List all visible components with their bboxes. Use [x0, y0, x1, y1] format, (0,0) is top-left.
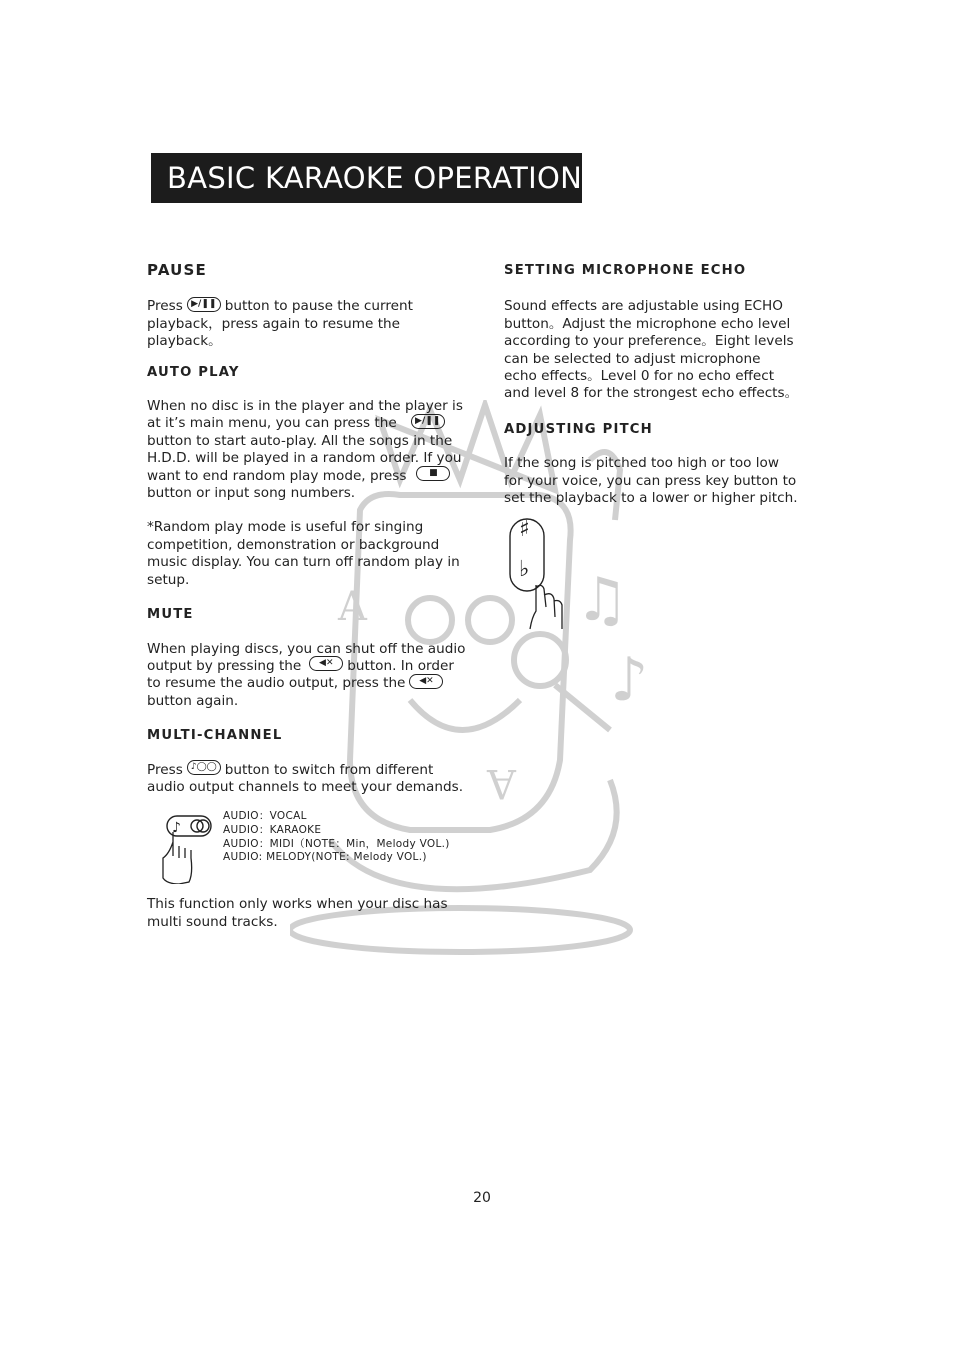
random-play-note: *Random play mode is useful for singing competition, demonstration or background music display. You can turn off random play in setup. — [147, 519, 460, 588]
pause-text-post: button to pause the current — [224, 298, 413, 315]
mute-icon: ◀✕ — [309, 656, 343, 671]
pitch-heading: ADJUSTING PITCH — [504, 421, 653, 437]
echo-heading: SETTING MICROPHONE ECHO — [504, 263, 747, 278]
mute-line-2b: button. In order — [347, 657, 454, 674]
svg-text:A: A — [487, 760, 516, 806]
pitch-line-1: If the song is pitched too high or too low — [504, 455, 779, 472]
play-pause-icon: ▶/❚❚ — [187, 297, 221, 312]
echo-line-5: echo effects。Level 0 for no echo effect — [504, 368, 775, 385]
multi-channel-pre: Press — [147, 761, 183, 778]
echo-line-1: Sound effects are adjustable using ECHO — [504, 298, 783, 315]
svg-text:♪: ♪ — [610, 645, 649, 715]
flat-icon: ♭ — [519, 557, 530, 583]
auto-play-line-1: When no disc is in the player and the player is — [147, 398, 463, 415]
multi-channel-line2: audio output channels to meet your demands. — [147, 778, 464, 795]
sharp-icon: ♯ — [519, 517, 530, 543]
mute-line-3: to resume the audio output, press the — [147, 675, 406, 692]
audio-option-midi: AUDIO：MIDI（NOTE：Min，Melody VOL.) — [223, 837, 450, 850]
echo-line-3: according to your preference。Eight levels — [504, 333, 794, 350]
mute-line-4: button again. — [147, 692, 239, 709]
pause-text-pre: Press — [147, 298, 183, 315]
audio-icon: ♪◯◯ — [187, 760, 221, 775]
play-pause-icon: ▶/❚❚ — [411, 414, 445, 429]
pitch-text — [504, 455, 816, 507]
auto-play-line-3: button to start auto-play. All the songs in the — [147, 432, 453, 449]
pitch-line-3: set the playback to a lower or higher pitch. — [504, 490, 798, 507]
page-number: 20 — [473, 1190, 491, 1206]
svg-text:A: A — [338, 584, 367, 630]
auto-play-line-2: at it’s main menu, you can press the — [147, 415, 397, 432]
pause-text-line3: playback。 — [147, 333, 222, 350]
pause-heading: PAUSE — [147, 261, 207, 279]
pause-text — [147, 298, 473, 350]
page-title: BASIC KARAOKE OPERATION — [151, 153, 582, 203]
multi-channel-heading: MULTI-CHANNEL — [147, 728, 283, 744]
auto-play-heading: AUTO PLAY — [147, 364, 240, 380]
mute-line-2a: output by pressing the — [147, 657, 302, 674]
right-column — [504, 262, 816, 637]
audio-options-list — [223, 810, 450, 864]
echo-line-4: can be selected to adjust microphone — [504, 350, 761, 367]
svg-text:♫: ♫ — [575, 565, 629, 635]
hand-pressing-key-icon — [508, 517, 572, 635]
left-column — [147, 262, 473, 931]
auto-play-text — [147, 398, 473, 502]
svg-text:♪: ♪ — [172, 820, 181, 837]
auto-play-line-4: H.D.D. will be played in a random order. If you — [147, 450, 462, 467]
pause-text-line2: playback，press again to resume the — [147, 315, 401, 332]
audio-option-vocal: AUDIO：VOCAL — [223, 810, 307, 823]
auto-play-line-6: button or input song numbers. — [147, 485, 356, 502]
audio-options-block — [147, 812, 473, 886]
multi-channel-post: button to switch from different — [224, 761, 434, 778]
mute-text — [147, 641, 473, 711]
multi-channel-note: This function only works when your disc has multi sound tracks. — [147, 896, 448, 930]
auto-play-line-5: want to end random play mode, press — [147, 467, 407, 484]
multi-channel-text — [147, 762, 473, 797]
pitch-illustration — [504, 517, 816, 637]
audio-option-melody: AUDIO: MELODY(NOTE: Melody VOL.) — [223, 851, 427, 864]
mute-icon: ◀✕ — [409, 674, 443, 689]
stop-icon: ■ — [416, 466, 450, 481]
pitch-line-2: for your voice, you can press key button to — [504, 472, 797, 489]
echo-line-2: button。Adjust the microphone echo level — [504, 315, 791, 332]
echo-text — [504, 298, 816, 402]
mute-heading: MUTE — [147, 607, 194, 623]
hand-pressing-audio-icon — [159, 812, 215, 884]
audio-option-karaoke: AUDIO：KARAOKE — [223, 823, 322, 836]
echo-line-6: and level 8 for the strongest echo effects。 — [504, 385, 799, 402]
mute-line-1: When playing discs, you can shut off the audio — [147, 640, 466, 657]
